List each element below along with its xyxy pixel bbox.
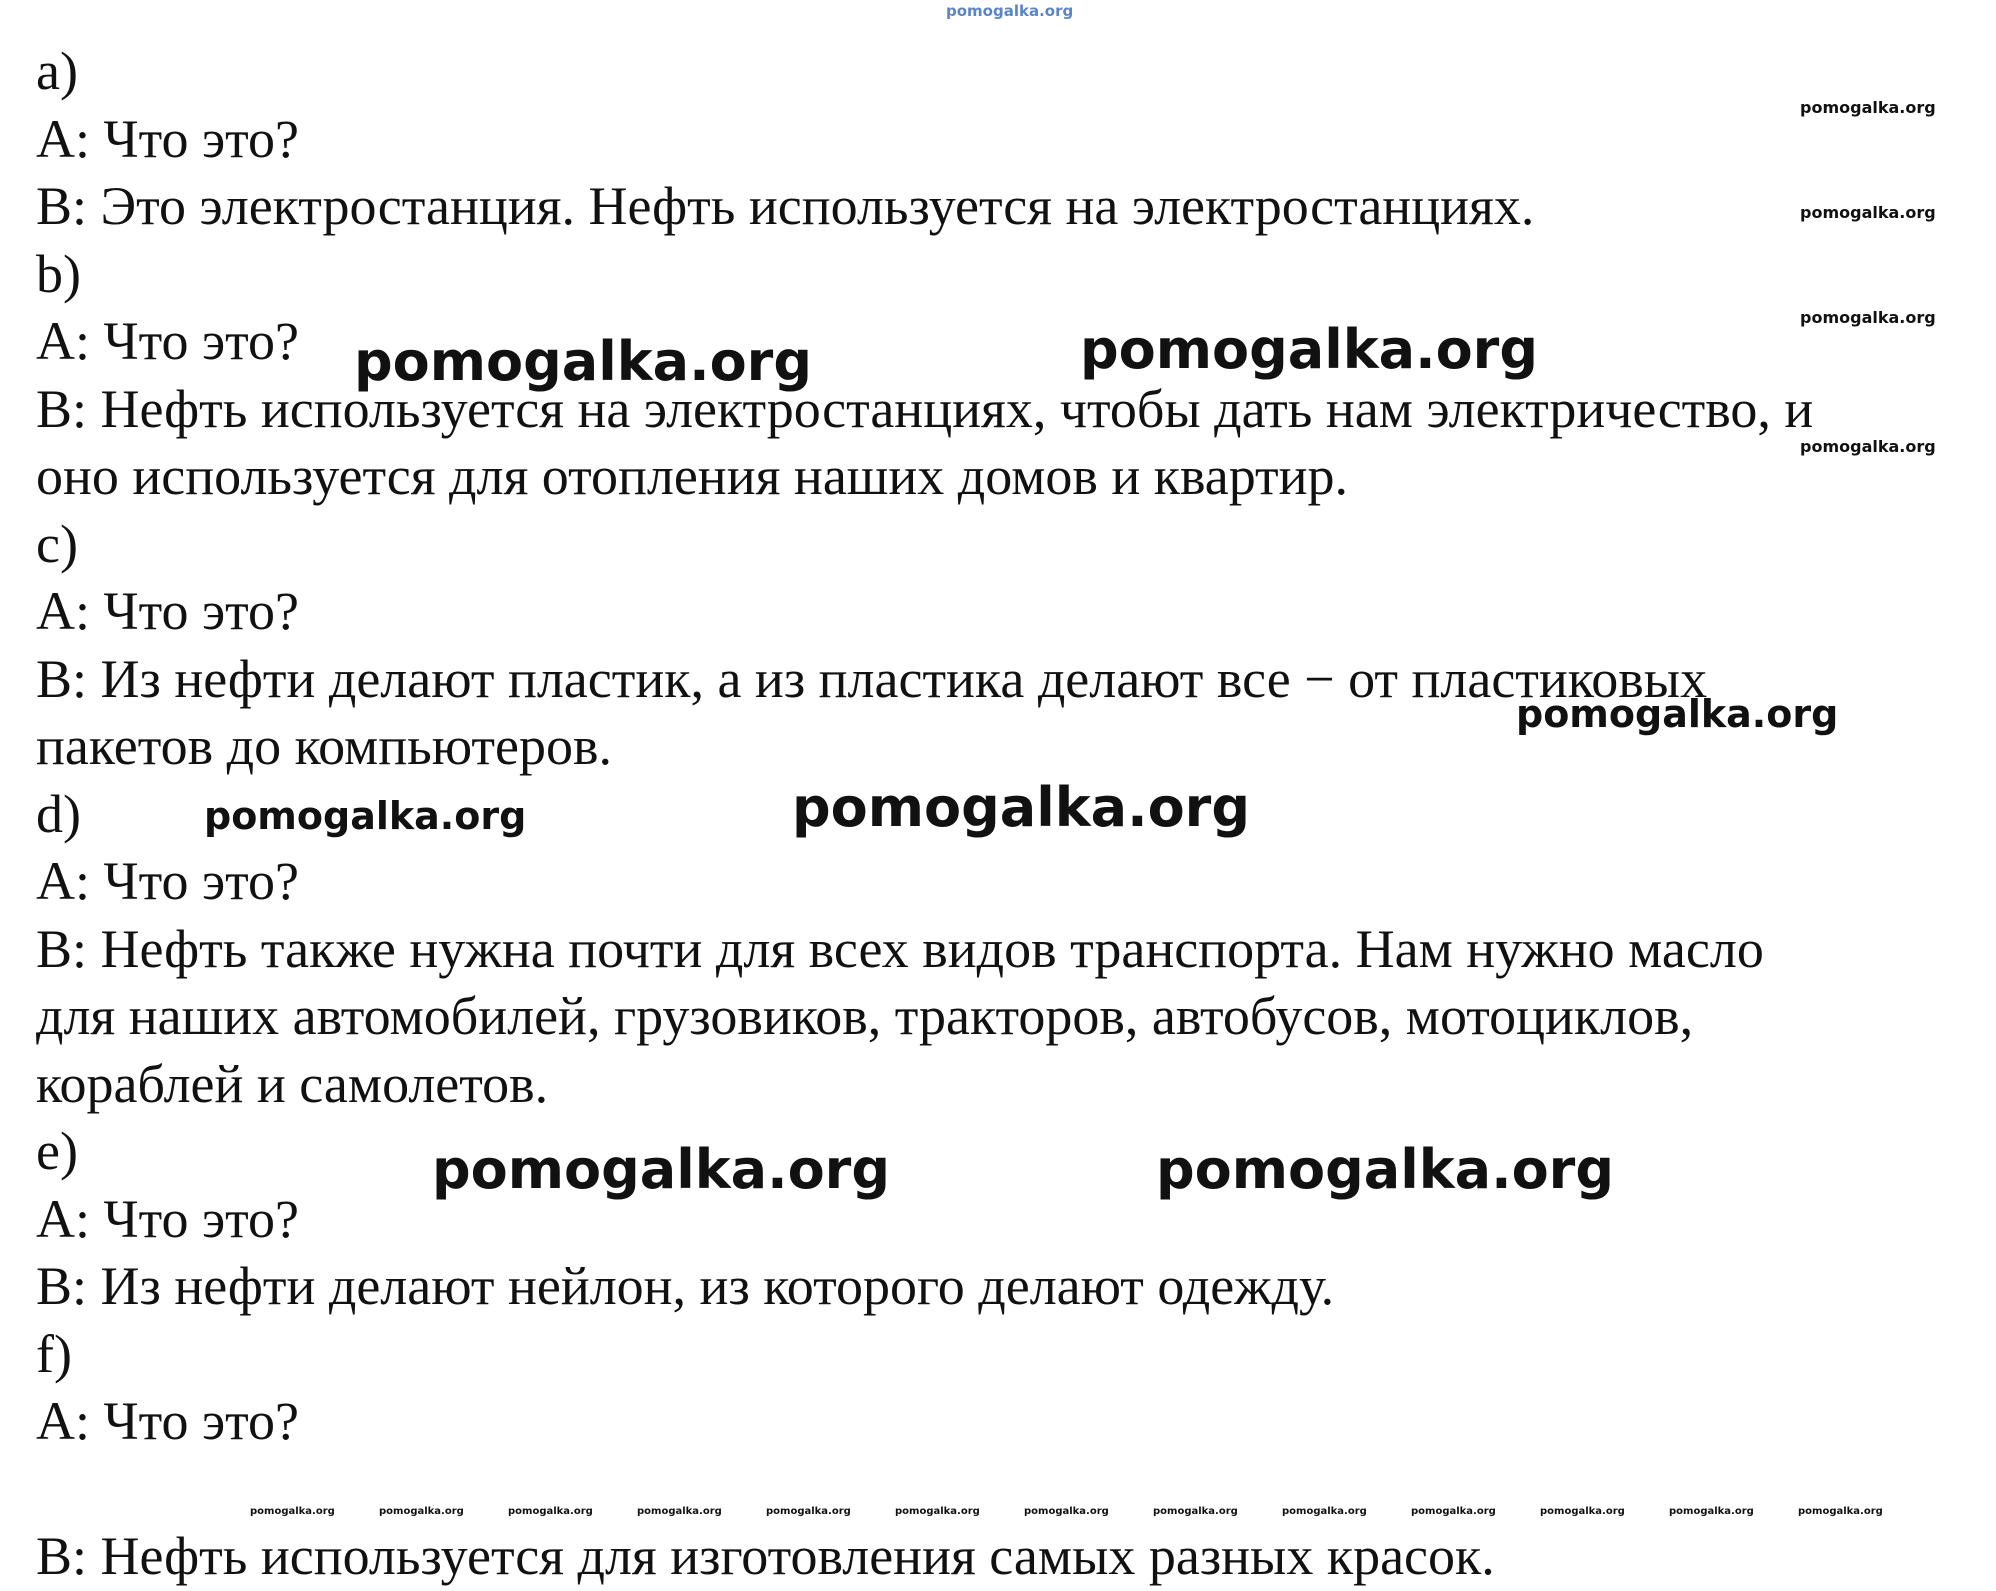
label-f: f)	[36, 1323, 72, 1384]
watermark-medium: pomogalka.org	[204, 794, 527, 838]
watermark-large: pomogalka.org	[354, 330, 812, 393]
question-f: A: Что это?	[36, 1391, 300, 1451]
watermark-small-right: pomogalka.org	[1800, 437, 1936, 456]
watermark-tiny: pomogalka.org	[1153, 1506, 1238, 1517]
label-c: с)	[36, 513, 78, 574]
answer-e: B: Из нефти делают нейлон, из которого делают одежду.	[36, 1256, 1335, 1316]
question-a: A: Что это?	[36, 108, 300, 169]
watermark-small-right: pomogalka.org	[1800, 203, 1936, 222]
watermark-tiny: pomogalka.org	[1798, 1506, 1883, 1517]
watermark-tiny: pomogalka.org	[1411, 1506, 1496, 1517]
watermark-tiny: pomogalka.org	[637, 1506, 722, 1517]
watermark-small-right: pomogalka.org	[1800, 308, 1936, 327]
watermark-large: pomogalka.org	[432, 1138, 890, 1201]
answer-d-line1: B: Нефть также нужна почти для всех видов транспорта. Нам нужно масло	[36, 918, 1764, 979]
watermark-tiny: pomogalka.org	[1669, 1506, 1754, 1517]
answer-b-line1: B: Нефть используется на электростанциях, чтобы дать нам электричество, и	[36, 378, 1814, 439]
watermark-small-right: pomogalka.org	[1800, 98, 1936, 117]
watermark-tiny: pomogalka.org	[1282, 1506, 1367, 1517]
question-d: A: Что это?	[36, 851, 300, 911]
label-e: e)	[36, 1121, 78, 1181]
answer-d-line2: для наших автомобилей, грузовиков, тракторов, автобусов, мотоциклов,	[36, 986, 1694, 1046]
watermark-tiny: pomogalka.org	[766, 1506, 851, 1517]
watermark-large: pomogalka.org	[1156, 1138, 1614, 1201]
watermark-medium: pomogalka.org	[1516, 692, 1839, 736]
watermark-tiny: pomogalka.org	[1024, 1506, 1109, 1517]
answer-c-line2: пакетов до компьютеров.	[36, 716, 612, 776]
watermark-tiny: pomogalka.org	[250, 1506, 335, 1517]
watermark-tiny: pomogalka.org	[895, 1506, 980, 1517]
answer-c-line1: B: Из нефти делают пластик, а из пластика делают все − от пластиковых	[36, 648, 1708, 709]
watermark-tiny: pomogalka.org	[508, 1506, 593, 1517]
question-b: A: Что это?	[36, 311, 300, 371]
label-a: а)	[36, 41, 78, 101]
answer-a: B: Это электростанция. Нефть используется на электростанциях.	[36, 176, 1535, 236]
watermark-top: pomogalka.org	[946, 2, 1074, 20]
watermark-large: pomogalka.org	[1080, 318, 1538, 381]
question-e: A: Что это?	[36, 1188, 300, 1249]
label-d: d)	[36, 783, 81, 844]
label-b: b)	[36, 243, 81, 304]
answer-d-line3: кораблей и самолетов.	[36, 1053, 549, 1114]
watermark-row	[250, 1506, 1927, 1517]
answer-f: B: Нефть используется для изготовления самых разных красок.	[36, 1526, 1495, 1586]
answer-b-line2: оно используется для отопления наших домов и квартир.	[36, 446, 1349, 506]
watermark-tiny: pomogalka.org	[1540, 1506, 1625, 1517]
question-c: A: Что это?	[36, 581, 300, 641]
watermark-large: pomogalka.org	[792, 776, 1250, 839]
watermark-tiny: pomogalka.org	[379, 1506, 464, 1517]
